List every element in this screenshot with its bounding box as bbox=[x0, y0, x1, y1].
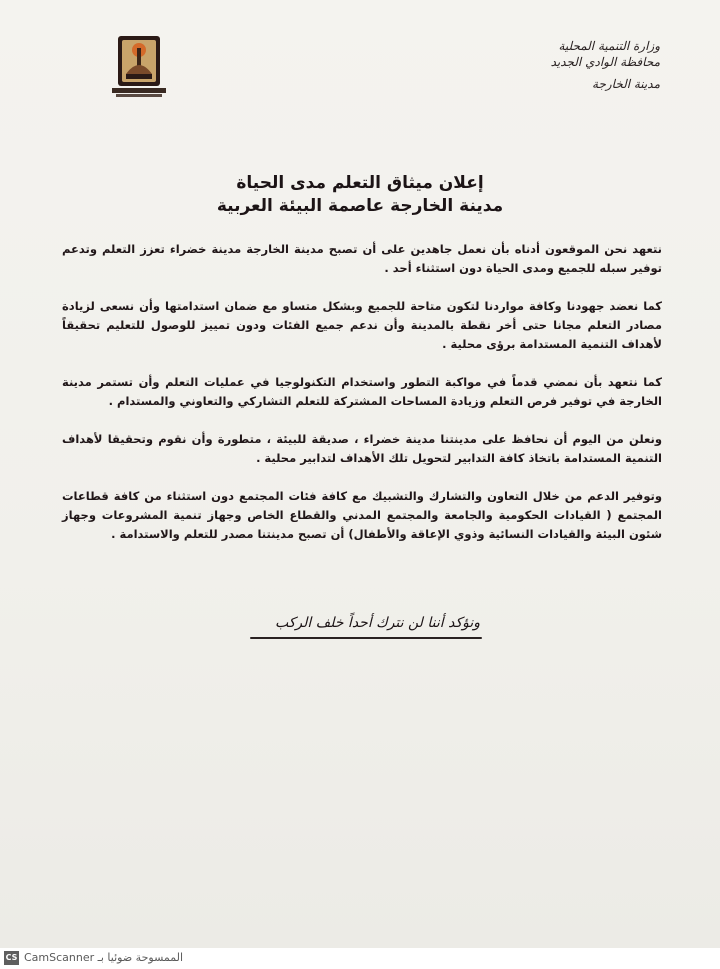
ministry-line: وزارة التنمية المحلية bbox=[558, 39, 660, 53]
camscanner-icon: CS bbox=[4, 951, 19, 965]
city-line: مدينة الخارجة bbox=[592, 77, 660, 91]
governorate-emblem-icon bbox=[108, 34, 170, 100]
paragraph: ونعلن من اليوم أن نحافظ على مدينتنا مدينة خضراء ، صديقة للبيئة ، متطورة وأن نقوم وتحقيقا لأهداف التنمية المستدامة باتخاذ كافة التدابير لتحويل تلك الأهداف لتدابير محلية . bbox=[62, 432, 662, 465]
declaration-body bbox=[62, 240, 662, 563]
page-subtitle: مدينة الخارجة عاصمة البيئة العربية bbox=[216, 196, 504, 216]
closing-statement: ونؤكد أننا لن نترك أحداً خلف الركب bbox=[274, 615, 480, 631]
closing-underline bbox=[250, 637, 482, 639]
scanner-footer bbox=[0, 948, 720, 969]
governorate-line: محافظة الوادي الجديد bbox=[550, 55, 660, 69]
paragraph: نتعهد نحن الموقعون أدناه بأن نعمل جاهدين على أن تصبح مدينة الخارجة مدينة خضراء تعزز التعلم وتدعم توفير سبله للجميع ومدى الحياة دون استثناء أحد . bbox=[62, 242, 662, 275]
scanner-watermark: الممسوحة ضوئيا بـ CamScanner bbox=[24, 951, 184, 964]
ministry-header bbox=[460, 38, 660, 92]
page-title: إعلان ميثاق التعلم مدى الحياة bbox=[236, 173, 484, 193]
declaration-heading bbox=[150, 172, 570, 218]
paragraph: كما نعضد جهودنا وكافة مواردنا لتكون متاحة للجميع وبشكل متساو مع ضمان استدامتها وأن نسعى لزيادة مصادر التعلم مجانا حتى أخر نقطة بالمدينة وأن ندعم جميع الفئات ودون تمييز للوصول للتعليم تحقيقاً لأهداف التنمية المستدامة برؤى محلية . bbox=[62, 299, 662, 351]
paragraph: كما نتعهد بأن نمضي قدماً في مواكبة التطور واستخدام التكنولوجيا في عمليات التعلم وأن تستمر مدينة الخارجة في توفير فرص التعلم وزيادة المساحات المشتركة للتعلم التشاركي والتعاوني والمستدام . bbox=[62, 375, 662, 408]
paragraph: وتوفير الدعم من خلال التعاون والتشارك والتشبيك مع كافة فئات المجتمع دون استثناء من كافة قطاعات المجتمع ( القيادات الحكومية والجامعة والمجتمع المدني والقطاع الخاص وجهاز تنمية المشروعات وجهاز شئون البيئة والقيادات النسائية وذوي الإعاقة والأطفال) أن تصبح مدينتنا مصدر للتعلم والاستدامة . bbox=[62, 489, 662, 541]
